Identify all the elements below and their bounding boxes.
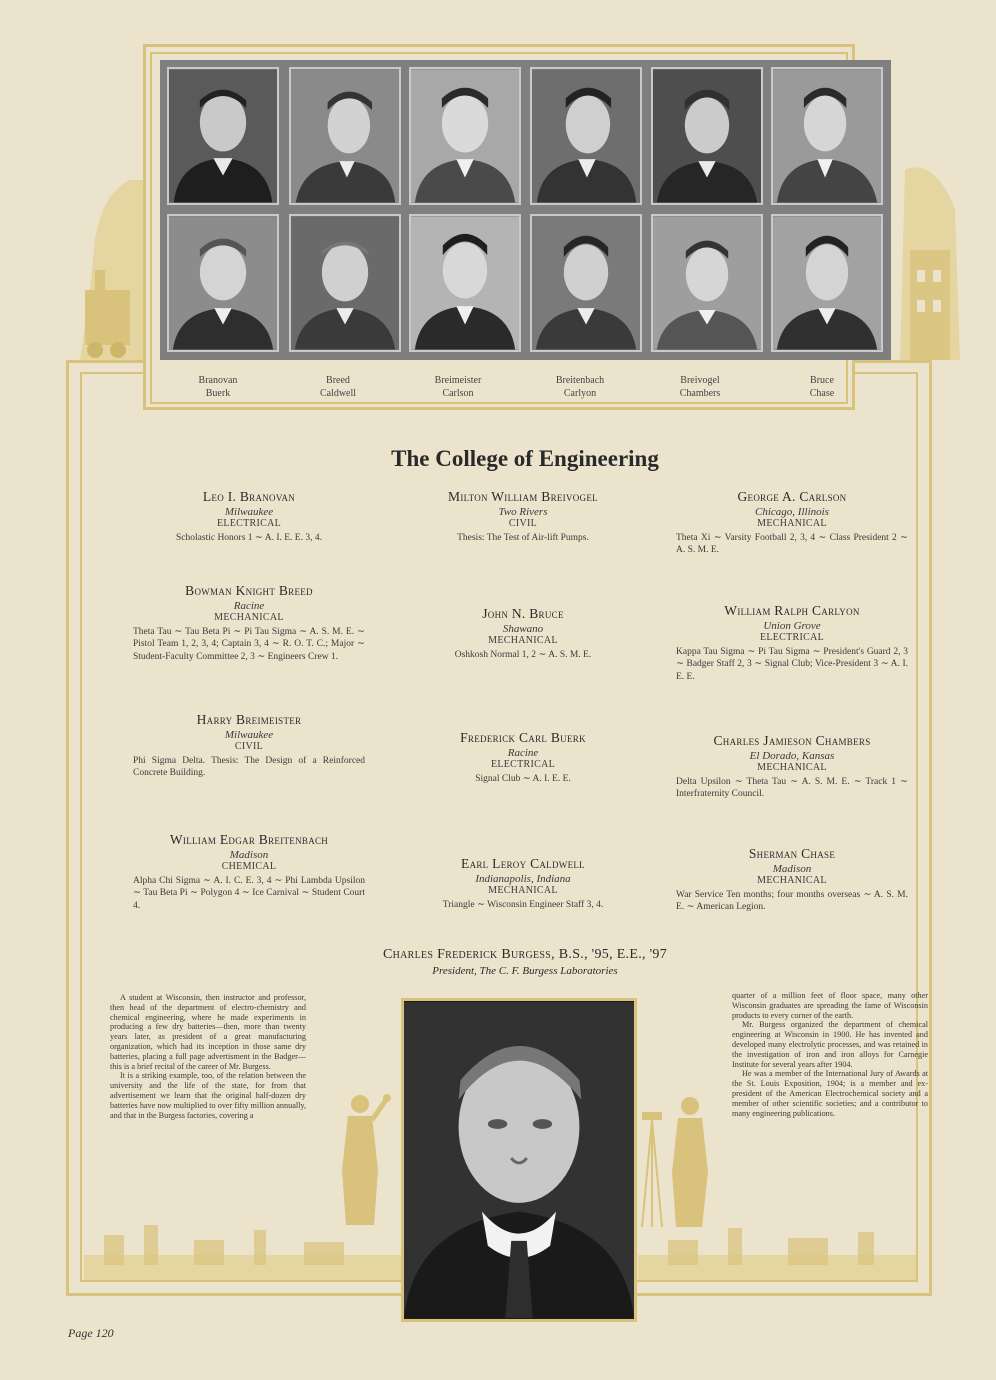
student-name: Earl Leroy Caldwell [461,856,585,871]
feature-subtitle: President, The C. F. Burgess Laboratories [432,965,618,977]
feature-paragraph: Mr. Burgess organized the department of chemical engineering at Wisconsin in 1900. He has invented and developed many electrolytic processes, and was retained in the investigation of iron and iron alloys for Carnegie Institute for several years after 1904. [732,1020,928,1069]
caption-top: Breitenbach [555,375,605,386]
student-activities: Thesis: The Test of Air-lift Pumps. [457,532,589,543]
student-activities: Signal Club ∼ A. I. E. E. [475,773,571,784]
student-entry [407,491,639,544]
student-department: MECHANICAL [757,762,827,773]
student-activities: Alpha Chi Sigma ∼ A. I. C. E. 3, 4 ∼ Phi Lambda Upsilon ∼ Tau Beta Pi ∼ Polygon 4 ∼ Ice Carnival ∼ Student Court 4. [133,875,365,911]
student-entry [676,848,908,914]
portrait-buerk [167,214,279,352]
student-hometown: Madison [772,862,812,875]
student-hometown: Racine [507,746,539,759]
feature-header [300,947,750,977]
skyline-left-illustration [84,1200,402,1280]
feature-paragraph: quarter of a million feet of floor space, many other Wisconsin graduates are spreading the fame of Wisconsin products to every corner of the earth. [732,991,928,1020]
student-activities: Phi Sigma Delta. Thesis: The Design of a Reinforced Concrete Building. [133,755,365,778]
student-hometown: Chicago, Illinois [755,505,829,518]
student-entry [133,585,365,663]
student-activities: Triangle ∼ Wisconsin Engineer Staff 3, 4. [442,899,604,910]
student-entry [407,858,639,911]
student-hometown: Racine [233,599,265,612]
feature-text-left [110,993,306,1120]
student-entry [133,714,365,780]
student-activities: Scholastic Honors 1 ∼ A. I. E. E. 3, 4. [176,532,322,543]
portrait-chambers [651,214,763,352]
locomotive-illustration [70,170,150,370]
photo-caption [520,374,640,400]
student-department: CIVIL [234,741,264,752]
caption-top: Bruce [810,375,834,386]
portrait-chase [771,214,883,352]
student-entry [676,491,908,557]
student-hometown: Indianapolis, Indiana [475,872,571,885]
student-department: MECHANICAL [757,518,827,529]
portrait-carlson [409,214,521,352]
student-entry [407,732,639,785]
skyline-right-illustration [638,1200,916,1280]
student-entry [676,605,908,683]
feature-paragraph: It is a striking example, too, of the relation between the university and the life of the state, for from that advertisement we learn that the original half-dozen dry batteries have now multiplied to over fifty million annually, and that in the Burgess factories, covering a [110,1071,306,1120]
student-department: MECHANICAL [488,635,558,646]
student-hometown: Milwaukee [224,728,274,741]
caption-top: Breivogel [680,375,720,386]
caption-bottom: Caldwell [319,388,357,399]
student-activities: War Service Ten months; four months overseas ∼ A. S. M. E. ∼ American Legion. [676,889,908,912]
portrait-caldwell [289,214,401,352]
caption-bottom: Buerk [205,388,231,399]
student-name: Leo I. Branovan [202,489,296,504]
student-name: Charles Jamieson Chambers [713,733,871,748]
caption-bottom: Carlson [442,388,474,399]
student-department: ELECTRICAL [759,632,825,643]
student-department: CIVIL [508,518,538,529]
student-hometown: Two Rivers [498,505,548,518]
student-hometown: Madison [229,848,269,861]
feature-name: Charles Frederick Burgess, B.S., '95, E.E., '97 [382,947,668,962]
student-name: Bowman Knight Breed [185,583,313,598]
building-illustration [895,150,970,370]
student-entry [133,834,365,912]
student-department: ELECTRICAL [216,518,282,529]
student-department: ELECTRICAL [490,759,556,770]
caption-top: Breed [326,375,350,386]
portrait-breitenbach [530,67,642,205]
student-hometown: Milwaukee [224,505,274,518]
portrait-breimeister [409,67,521,205]
portrait-bruce [771,67,883,205]
photo-caption [762,374,882,400]
student-name: Milton William Breivogel [448,489,598,504]
student-activities: Oshkosh Normal 1, 2 ∼ A. S. M. E. [454,649,592,660]
student-hometown: El Dorado, Kansas [749,749,835,762]
feature-text-right [732,991,928,1118]
caption-top: Breimeister [434,375,482,386]
page-title: The College of Engineering [391,446,659,471]
photo-caption [158,374,278,400]
portrait-branovan [167,67,279,205]
caption-top: Branovan [198,375,238,386]
student-department: CHEMICAL [221,861,277,872]
portrait-carlyon [530,214,642,352]
photo-caption [278,374,398,400]
caption-bottom: Chambers [679,388,721,399]
student-hometown: Union Grove [763,619,821,632]
photo-caption [398,374,518,400]
student-name: John N. Bruce [482,606,564,621]
student-department: MECHANICAL [488,885,558,896]
student-name: Frederick Carl Buerk [460,730,586,745]
student-department: MECHANICAL [757,875,827,886]
page-number: Page 120 [68,1326,114,1340]
photo-caption [640,374,760,400]
student-entry [133,491,365,544]
caption-bottom: Chase [809,388,835,399]
student-name: Sherman Chase [748,846,836,861]
feature-paragraph: A student at Wisconsin, then instructor and professor, then head of the department of electro-chemistry and chemical engineering, where he made experiments in producing a few dry batteries—then, more than twenty years later, as president of a great manufacturing organization, which had its inception in those same dry batteries, placing a full page advertisment in the Badger—this is a brief recital of the career of Mr. Burgess. [110,993,306,1071]
student-name: William Edgar Breitenbach [169,832,329,847]
caption-bottom: Carlyon [563,388,597,399]
portrait-breed [289,67,401,205]
student-department: MECHANICAL [214,612,284,623]
portrait-breivogel [651,67,763,205]
student-name: George A. Carlson [737,489,847,504]
student-hometown: Shawano [502,622,544,635]
student-name: Harry Breimeister [196,712,302,727]
feature-paragraph: He was a member of the International Jury of Awards at the St. Louis Exposition, 1904; is a member and ex-president of the American Electrochemical society and a member of other scientific societies; and a contributor to many engineering publications. [732,1069,928,1118]
student-entry [676,735,908,801]
student-activities: Delta Upsilon ∼ Theta Tau ∼ A. S. M. E. ∼ Track 1 ∼ Interfraternity Council. [676,776,908,799]
student-activities: Theta Tau ∼ Tau Beta Pi ∼ Pi Tau Sigma ∼ A. S. M. E. ∼ Pistol Team 1, 2, 3, 4; Captain 3, 4 ∼ R. O. T. C.; Major ∼ Student-Faculty Committee 2, 3 ∼ Engineers Crew 1. [133,626,365,662]
student-activities: Theta Xi ∼ Varsity Football 2, 3, 4 ∼ Class President 2 ∼ A. S. M. E. [676,532,908,555]
student-entry [407,608,639,661]
burgess-portrait [401,998,637,1322]
student-activities: Kappa Tau Sigma ∼ Pi Tau Sigma ∼ President's Guard 2, 3 ∼ Badger Staff 2, 3 ∼ Signal Club; Vice-President 3 ∼ A. I. E. E. [676,646,908,682]
student-name: William Ralph Carlyon [724,603,860,618]
